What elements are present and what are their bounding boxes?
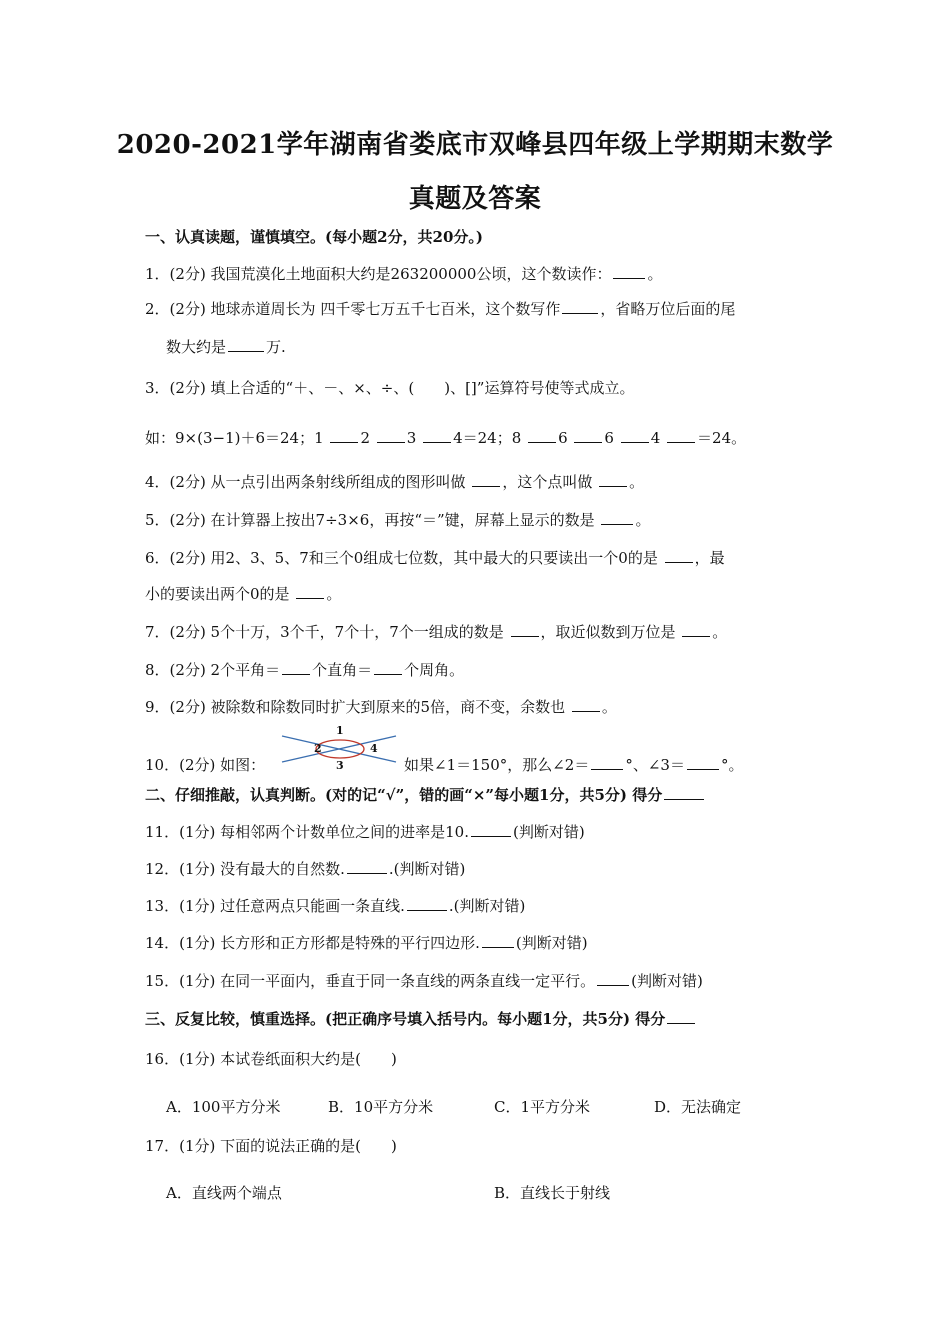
question-2: 2．(2分) 地球赤道周长为 四千零七万五千七百米，这个数写作 ，省略万位后面的尾	[145, 300, 736, 318]
answer-blank[interactable]	[347, 859, 387, 874]
question-10-prefix: 10．(2分) 如图：	[145, 756, 266, 774]
answer-blank[interactable]	[482, 933, 514, 948]
answer-blank[interactable]	[407, 896, 447, 911]
answer-blank[interactable]	[574, 428, 602, 443]
doc-title-line1: 2020-2021学年湖南省娄底市双峰县四年级上学期期末数学	[116, 130, 834, 160]
answer-blank[interactable]	[665, 548, 693, 563]
q16-option-a[interactable]: A．100平方分米	[166, 1098, 281, 1116]
question-15: 15．(1分) 在同一平面内，垂直于同一条直线的两条直线一定平行。 (判断对错)	[145, 972, 703, 990]
section2-heading: 二、仔细推敲，认真判断。(对的记“√”，错的画“×”每小题1分，共5分) 得分	[145, 785, 706, 805]
answer-blank[interactable]	[601, 510, 633, 525]
q16-option-d[interactable]: D．无法确定	[654, 1098, 742, 1116]
score-blank[interactable]	[667, 1009, 695, 1024]
question-1: 1．(2分) 我国荒漠化土地面积大约是263200000公顷，这个数读作： 。	[145, 265, 663, 283]
answer-blank[interactable]	[374, 660, 402, 675]
answer-blank[interactable]	[472, 472, 500, 487]
question-13: 13．(1分) 过任意两点只能画一条直线. .(判断对错)	[145, 897, 526, 915]
section1-heading: 一、认真读题，谨慎填空。(每小题2分，共20分。)	[145, 228, 484, 246]
answer-blank[interactable]	[621, 428, 649, 443]
doc-title-line2: 真题及答案	[408, 184, 542, 214]
angle-label-1: 1	[336, 724, 344, 737]
answer-blank[interactable]	[667, 428, 695, 443]
question-14: 14．(1分) 长方形和正方形都是特殊的平行四边形. (判断对错)	[145, 934, 588, 952]
question-3: 3．(2分) 填上合适的“＋、－、×、÷、( )、[]”运算符号使等式成立。	[145, 379, 635, 397]
question-9: 9．(2分) 被除数和除数同时扩大到原来的5倍，商不变，余数也 。	[145, 698, 617, 716]
angle-label-4: 4	[370, 742, 378, 755]
answer-blank[interactable]	[471, 822, 511, 837]
answer-blank[interactable]	[511, 622, 539, 637]
answer-blank[interactable]	[562, 299, 598, 314]
question-6: 6．(2分) 用2、3、5、7和三个0组成七位数，其中最大的只要读出一个0的是 ，最	[145, 549, 725, 567]
question-17: 17．(1分) 下面的说法正确的是( )	[145, 1137, 397, 1155]
answer-blank[interactable]	[597, 971, 629, 986]
answer-blank[interactable]	[282, 660, 310, 675]
answer-blank[interactable]	[682, 622, 710, 637]
q17-option-b[interactable]: B．直线长于射线	[494, 1184, 611, 1202]
section3-heading: 三、反复比较，慎重选择。(把正确序号填入括号内。每小题1分，共5分) 得分	[145, 1009, 697, 1029]
question-12: 12．(1分) 没有最大的自然数. .(判断对错)	[145, 860, 466, 878]
answer-blank[interactable]	[572, 697, 600, 712]
angle-figure	[278, 724, 402, 772]
angle-label-3: 3	[336, 759, 344, 772]
score-blank[interactable]	[664, 785, 704, 800]
answer-blank[interactable]	[528, 428, 556, 443]
angle-label-2: 2	[314, 742, 322, 755]
answer-blank[interactable]	[228, 337, 264, 352]
answer-blank[interactable]	[687, 755, 719, 770]
question-4: 4．(2分) 从一点引出两条射线所组成的图形叫做 ，这个点叫做 。	[145, 473, 645, 491]
q16-option-b[interactable]: B．10平方分米	[328, 1098, 434, 1116]
question-10: 如果∠1＝150°，那么∠2＝ °、∠3＝ °。	[404, 756, 744, 774]
question-16: 16．(1分) 本试卷纸面积大约是( )	[145, 1050, 397, 1068]
q17-option-a[interactable]: A．直线两个端点	[166, 1184, 282, 1202]
answer-blank[interactable]	[423, 428, 451, 443]
answer-blank[interactable]	[377, 428, 405, 443]
question-2-cont: 数大约是 万.	[166, 338, 286, 356]
answer-blank[interactable]	[296, 584, 324, 599]
question-7: 7．(2分) 5个十万，3个千，7个十，7个一组成的数是 ，取近似数到万位是 。	[145, 623, 728, 641]
answer-blank[interactable]	[613, 264, 645, 279]
question-5: 5．(2分) 在计算器上按出7÷3×6，再按“＝”键，屏幕上显示的数是 。	[145, 511, 651, 529]
question-6-cont: 小的要读出两个0的是 。	[145, 585, 342, 603]
question-8: 8．(2分) 2个平角＝ 个直角＝ 个周角。	[145, 661, 465, 679]
answer-blank[interactable]	[591, 755, 623, 770]
question-11: 11．(1分) 每相邻两个计数单位之间的进率是10. (判断对错)	[145, 823, 585, 841]
q16-option-c[interactable]: C．1平方分米	[494, 1098, 591, 1116]
answer-blank[interactable]	[599, 472, 627, 487]
question-3-example: 如：9×(3−1)＋6＝24；1 2 3 4＝24；8 6 6 4 ＝24。	[145, 429, 747, 447]
answer-blank[interactable]	[330, 428, 358, 443]
